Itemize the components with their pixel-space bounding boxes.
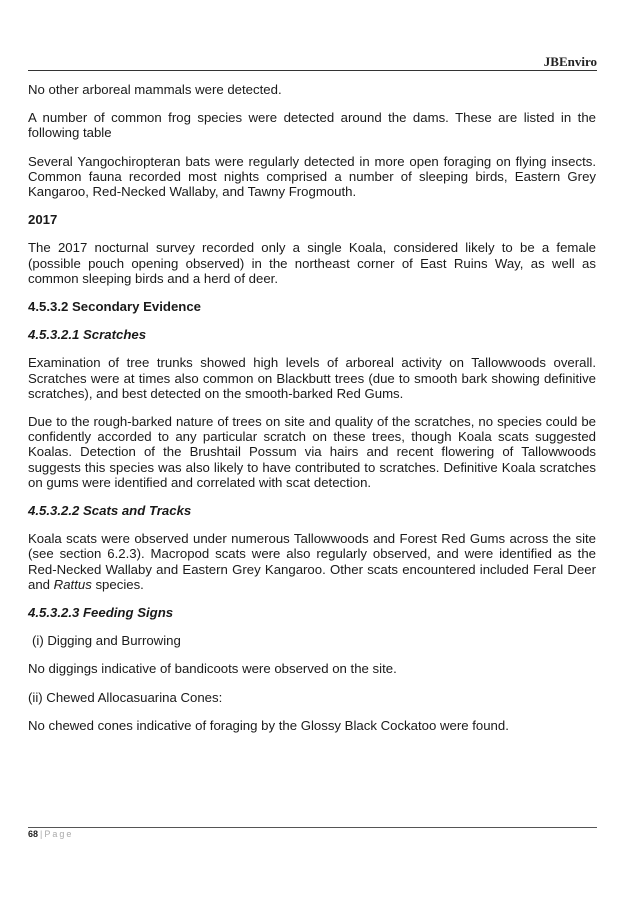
page-word: Page	[44, 829, 74, 839]
page-separator: |	[40, 829, 43, 839]
paragraph-2017-survey: The 2017 nocturnal survey recorded only a single Koala, considered likely to be a female (possible pouch opening observed) in the northeast corner of East Ruins Way, as well as common sleeping birds and a herd of deer.	[28, 240, 596, 286]
paragraph-diggings: No diggings indicative of bandicoots were observed on the site.	[28, 661, 397, 677]
page-number: 68	[28, 829, 39, 839]
paragraph-scratches-2: Due to the rough-barked nature of trees on site and quality of the scratches, no species could be confidently accorded to any particular scratch on these trees, though Koala scats suggested Koalas. Detection of the Brushtail Possum via hairs and recent flowering of Tallowwoods suggests this species was also likely to have contributed to scratches. Definitive Koala scratches on gums were identified and correlated with scat detection.	[28, 414, 596, 490]
paragraph-scats	[28, 531, 596, 592]
page-footer	[28, 829, 73, 839]
scats-text: Koala scats were observed under numerous Tallowwoods and Forest Red Gums across the site (see section 6.2.3). Macropod scats were also regularly observed, and were identified as the Red-Necked Wallaby and Eastern Grey Kangaroo. Other scats encountered included Feral Deer and	[28, 531, 596, 592]
paragraph-cones: No chewed cones indicative of foraging by the Glossy Black Cockatoo were found.	[28, 717, 509, 733]
paragraph-scratches-1: Examination of tree trunks showed high levels of arboreal activity on Tallowwoods overall. Scratches were at times also common on Blackbutt trees (due to smooth bark showing definitive scratches), and best detected on the smooth-barked Red Gums.	[28, 355, 596, 401]
list-item-cones: (ii) Chewed Allocasuarina Cones:	[28, 689, 223, 705]
subsection-heading-scats: 4.5.3.2.2 Scats and Tracks	[28, 503, 192, 519]
subsection-heading-scratches: 4.5.3.2.1 Scratches	[28, 327, 147, 343]
header-rule	[28, 70, 597, 71]
rattus-text: Rattus	[53, 576, 92, 592]
list-item-digging: (i) Digging and Burrowing	[32, 633, 181, 649]
subsection-heading-feeding: 4.5.3.2.3 Feeding Signs	[28, 605, 174, 621]
year-heading: 2017	[28, 212, 58, 228]
paragraph-arboreal: No other arboreal mammals were detected.	[28, 82, 282, 97]
paragraph-frogs: A number of common frog species were detected around the dams. These are listed in the following table	[28, 110, 596, 141]
page-content	[28, 82, 596, 733]
footer-rule	[28, 827, 597, 828]
section-heading: 4.5.3.2 Secondary Evidence	[28, 299, 201, 315]
header-brand: JBEnviro	[543, 54, 597, 69]
scats-text-end: species.	[91, 576, 144, 592]
paragraph-bats: Several Yangochiropteran bats were regularly detected in more open foraging on flying insects. Common fauna recorded most nights comprised a number of sleeping birds, Eastern Grey Kangaroo, Red-Necked Wallaby, and Tawny Frogmouth.	[28, 153, 596, 200]
